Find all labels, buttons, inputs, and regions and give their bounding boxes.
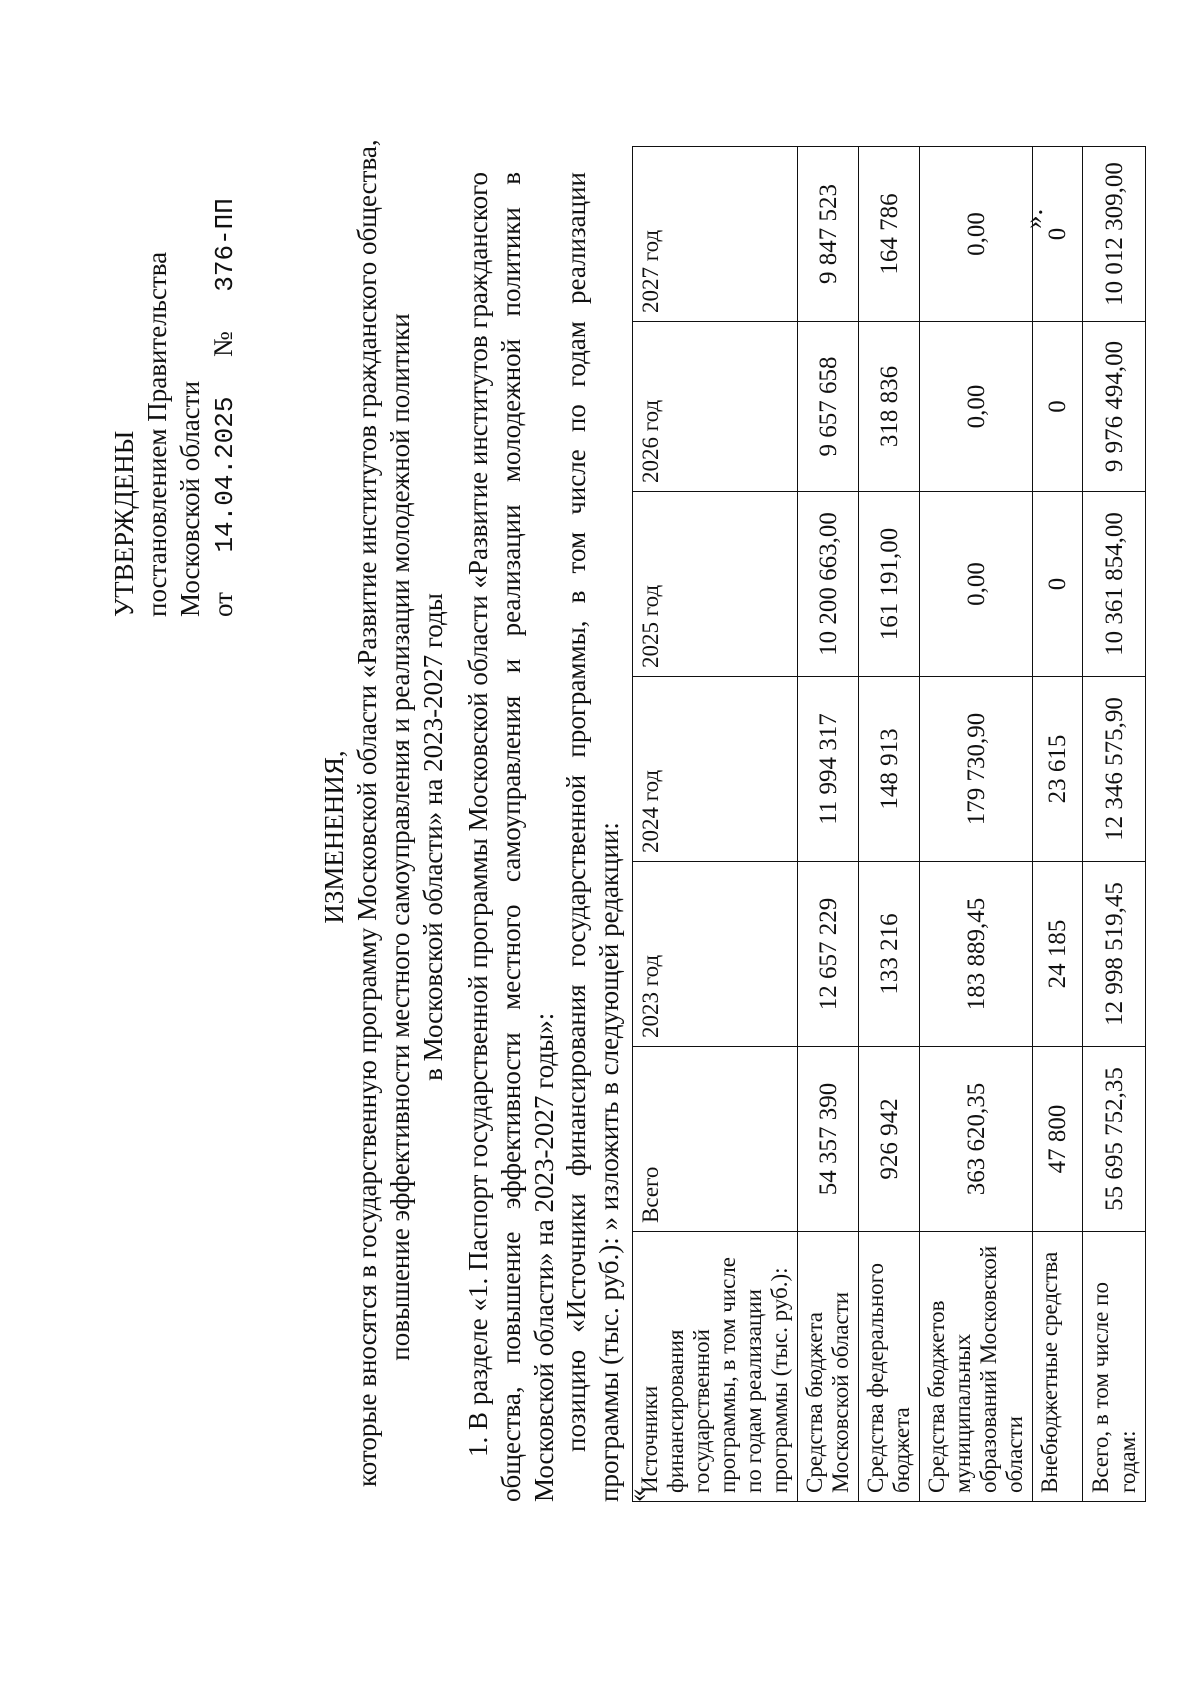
- table-total-row: [1083, 147, 1146, 1502]
- value-cell: 54 357 390: [798, 1047, 859, 1232]
- value-cell: 161 191,00: [859, 492, 920, 677]
- title-line-3: в Московской области» на 2023-2027 годы: [418, 593, 448, 1081]
- value-cell: 55 695 752,35: [1083, 1047, 1146, 1232]
- value-cell: 12 346 575,90: [1083, 677, 1146, 862]
- paragraph-1: 1. В разделе «1. Паспорт государственной программы Московской области «Развитие институтов гражданского общества, повышение эффективности местного самоуправления и реализации молодежной политики в Московской области» на 2023-2027 годы»:: [463, 172, 559, 1502]
- approval-date-line: [207, 198, 242, 617]
- value-cell: 47 800: [1033, 1047, 1083, 1232]
- header-cell-total: Всего: [633, 1047, 798, 1232]
- header-cell-2027: 2027 год: [633, 147, 798, 322]
- header-cell-2023: 2023 год: [633, 862, 798, 1047]
- value-cell: 10 361 854,00: [1083, 492, 1146, 677]
- value-cell: 9 657 658: [798, 322, 859, 492]
- row-label: Средства федерального бюджета: [859, 1232, 920, 1502]
- title-heading: ИЗМЕНЕНИЯ,: [319, 750, 349, 924]
- header-cell-2024: 2024 год: [633, 677, 798, 862]
- closing-quote: ».: [1018, 208, 1048, 229]
- approval-number: 376-ПП: [210, 198, 240, 292]
- value-cell: 0,00: [920, 322, 1033, 492]
- financing-table: [632, 146, 1146, 1502]
- value-cell: 10 012 309,00: [1083, 147, 1146, 322]
- value-cell: 133 216: [859, 862, 920, 1047]
- value-cell: 23 615: [1033, 677, 1083, 862]
- document-title: [318, 139, 450, 1487]
- header-cell-2025: 2025 год: [633, 492, 798, 677]
- value-cell: 11 994 317: [798, 677, 859, 862]
- title-line-1: которые вносятся в государственную программу Московской области «Развитие институтов гражданского общества,: [352, 139, 382, 1487]
- value-cell: 12 998 519,45: [1083, 862, 1146, 1047]
- table-header-row: [633, 147, 798, 1502]
- title-line-2: повышение эффективности местного самоуправления и реализации молодежной политики: [385, 313, 415, 1361]
- row-label: Средства бюджета Московской области: [798, 1232, 859, 1502]
- row-label: Средства бюджетов муниципальных образований Московской области: [920, 1232, 1033, 1502]
- approval-number-sign: №: [208, 331, 238, 358]
- value-cell: 9 847 523: [798, 147, 859, 322]
- table-row: [859, 147, 920, 1502]
- value-cell: 10 200 663,00: [798, 492, 859, 677]
- value-cell: 183 889,45: [920, 862, 1033, 1047]
- approval-line-2: Московской области: [175, 380, 205, 617]
- row-label: Внебюджетные средства: [1033, 1232, 1083, 1502]
- table-row: [798, 147, 859, 1502]
- row-label: Всего, в том числе по годам:: [1083, 1232, 1146, 1502]
- value-cell: 0,00: [920, 147, 1033, 322]
- value-cell: 0: [1033, 492, 1083, 677]
- table-row: [1033, 147, 1083, 1502]
- header-cell-sources: Источники финансирования государственной программы, в том числе по годам реализации программы (тыс. руб.):: [633, 1232, 798, 1502]
- approval-block: [108, 198, 242, 617]
- value-cell: 9 976 494,00: [1083, 322, 1146, 492]
- value-cell: 363 620,35: [920, 1047, 1033, 1232]
- value-cell: 0: [1033, 322, 1083, 492]
- value-cell: 164 786: [859, 147, 920, 322]
- value-cell: 24 185: [1033, 862, 1083, 1047]
- value-cell: 0,00: [920, 492, 1033, 677]
- opening-quote: «: [622, 1488, 652, 1502]
- value-cell: 0: [1033, 147, 1083, 322]
- approval-date-prefix: от: [208, 592, 238, 617]
- value-cell: 926 942: [859, 1047, 920, 1232]
- approval-heading: УТВЕРЖДЕНЫ: [109, 430, 139, 617]
- value-cell: 318 836: [859, 322, 920, 492]
- approval-line-1: постановлением Правительства: [142, 251, 172, 617]
- value-cell: 179 730,90: [920, 677, 1033, 862]
- value-cell: 12 657 229: [798, 862, 859, 1047]
- header-cell-2026: 2026 год: [633, 322, 798, 492]
- approval-date: 14.04.2025: [210, 396, 240, 553]
- value-cell: 148 913: [859, 677, 920, 862]
- table-row: [920, 147, 1033, 1502]
- paragraph-2: позицию «Источники финансирования государственной программы, в том числе по годам реализации программы (тыс. руб.): » изложить в следующей редакции:: [561, 172, 624, 1502]
